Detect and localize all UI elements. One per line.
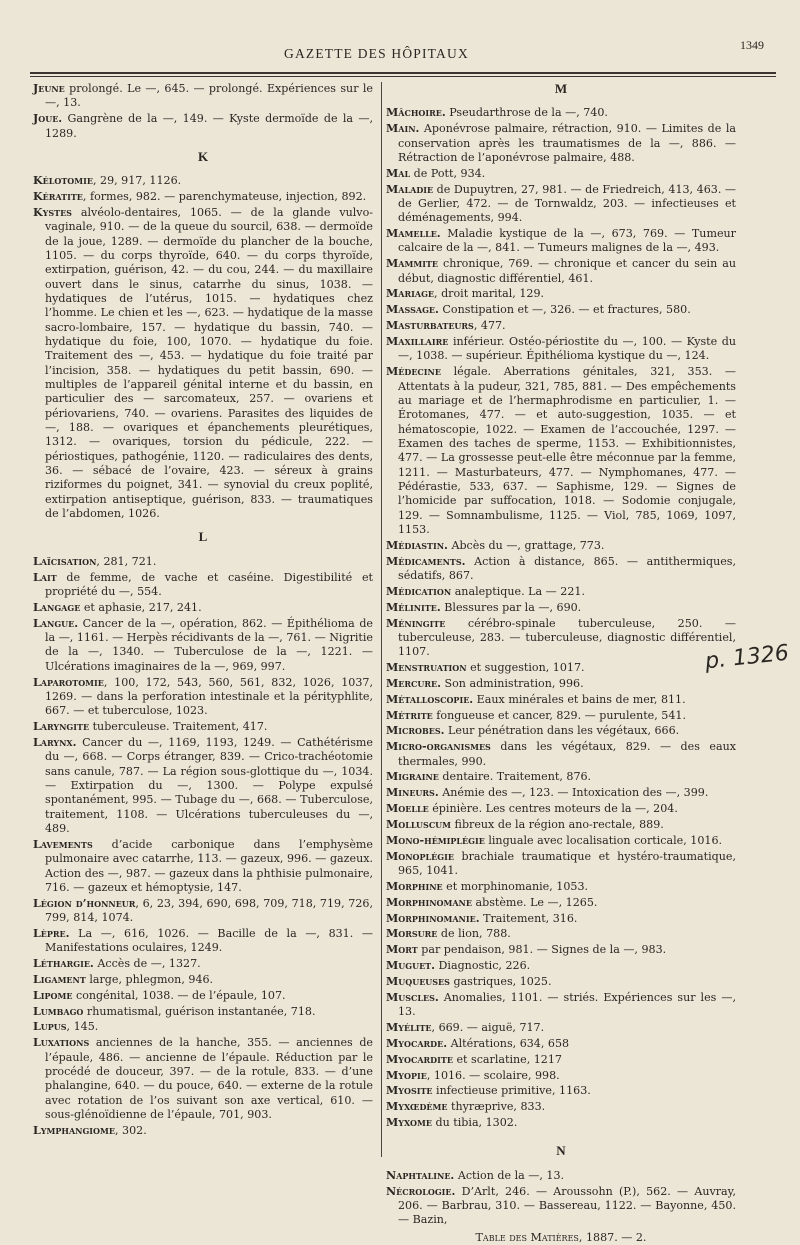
- entry-references: alvéolo-dentaires, 1065. — de la glande vulvo-vaginale, 910. — de la queue du sourcil, 638. — dermoïde de la joue, 1289. — dermoïde du plancher de la bouche, 1105. — du corps thyroïde, 640. — du corps thyroïde, extirpation, guérison, 42. — du cou, 244. — du maxillaire ouvert dans le sinus, catarrhe du sinus, 1038. — hydatiques de l’utérus, 1015. — hydatiques chez l’homme. Le chien et les —, 623. — hydatique de la masse sacro-lombaire, 157. — hydatique du bassin, 740. — hydatique du foie, 100, 1070. — hydatique du foie. Traitement des —, 453. — hydatique du foie traité par l’incision, 358. — hydatiques du petit bassin, 690. — multiples de l’appareil génital interne et du bassin, en particulier des — sarcomateux, 257. — ovariens et périovariens, 740. — ovariens. Parasites des liquides de —, 188. — ovariques et épanchements pleurétiques, 1312. — ovariques, torsion du pédicule, 222. — périostiques, pathogénie, 1120. — radiculaires des dents, 36. — sébacé de l’ovaire, 423. — séreux à grains riziformes du poignet, 341. — synovial du creux poplité, extirpation antiseptique, guérison, 833. — traumatiques de l’abdomen, 1026.: [45, 205, 373, 521]
- index-entry: [386, 912, 736, 926]
- entry-references: Son administration, 996.: [440, 676, 584, 690]
- index-entry: [33, 617, 373, 674]
- index-entry: [386, 1185, 736, 1228]
- entry-references: et suggestion, 1017.: [466, 661, 585, 675]
- index-entry: [386, 617, 736, 660]
- entry-keyword: Médiastin.: [386, 538, 448, 552]
- index-entry: [386, 1053, 736, 1067]
- entry-references: tuberculeuse. Traitement, 417.: [89, 720, 268, 734]
- index-entry: [33, 206, 373, 522]
- section-k: [33, 174, 373, 521]
- index-entry: [386, 555, 736, 584]
- entry-references: linguale avec localisation corticale, 1016.: [484, 833, 723, 847]
- entry-keyword: Maxillaire: [386, 335, 449, 348]
- entry-keyword: Méningite: [386, 616, 446, 630]
- entry-keyword: Laïcisation: [33, 554, 97, 568]
- entry-keyword: Morsure: [386, 927, 438, 941]
- index-entry: [386, 693, 736, 707]
- entry-keyword: Langue.: [33, 616, 79, 630]
- index-entry: [386, 959, 736, 973]
- entry-keyword: Morphinomanie.: [386, 911, 480, 925]
- entry-references: et scarlatine, 1217: [452, 1052, 562, 1066]
- index-entry: [33, 1020, 373, 1034]
- entry-references: , formes, 982. — parenchymateuse, injection, 892.: [82, 190, 367, 204]
- entry-references: La —, 616, 1026. — Bacille de la —, 831. — Manifestations oculaires, 1249.: [45, 926, 373, 955]
- entry-keyword: Molluscum: [386, 818, 452, 831]
- entry-keyword: Métalloscopie.: [386, 692, 474, 706]
- entry-keyword: Mono-hémiplégie: [386, 833, 485, 847]
- entry-keyword: Jeune: [33, 82, 65, 95]
- entry-references: fibreux de la région ano-rectale, 889.: [451, 818, 664, 831]
- entry-keyword: Lymphangiome: [33, 1123, 115, 1137]
- entry-keyword: Langage: [33, 600, 81, 614]
- entry-references: Diagnostic, 226.: [434, 959, 531, 973]
- entry-references: Cancer du —, 1169, 1193, 1249. — Cathétérisme du —, 668. — Corps étranger, 839. — Crico-trachéotomie sans canule, 787. — La région sous-glottique du —, 1034. — Extirpation du —, 1300. — Polype expulsé spontanément, 995. — Tubage du —, 668. — Tuberculose, traitement, 1108. — Ulcérations tuberculeuses du —, 489.: [45, 735, 373, 835]
- section-m: [386, 106, 736, 1130]
- entry-references: Traitement, 316.: [479, 911, 578, 925]
- index-entry: [386, 601, 736, 615]
- entry-keyword: Laparotomie: [33, 675, 104, 689]
- index-entry: [33, 736, 373, 836]
- entry-keyword: Médecine: [386, 365, 441, 379]
- table-footer: Table des Matières, 1887. — 2.: [475, 1230, 647, 1244]
- index-entry: [386, 991, 736, 1020]
- entry-keyword: Morphine: [386, 879, 443, 893]
- index-entry: [33, 927, 373, 956]
- index-entry: [386, 786, 736, 800]
- entry-references: dentaire. Traitement, 876.: [438, 770, 592, 784]
- index-entry: [386, 539, 736, 553]
- entry-references: , 6, 23, 394, 690, 698, 709, 718, 719, 726, 799, 814, 1074.: [45, 896, 373, 925]
- index-entry: [33, 1036, 373, 1122]
- column-divider: [381, 82, 382, 1157]
- entry-references: Action de la —, 13.: [454, 1168, 565, 1182]
- entry-references: , 1016. — scolaire, 998.: [426, 1068, 560, 1082]
- entry-keyword: Menstruation: [386, 661, 467, 675]
- index-entry: [386, 740, 736, 769]
- entry-keyword: Morphinomane: [386, 895, 472, 909]
- index-entry: [33, 82, 373, 111]
- index-entry: [386, 677, 736, 691]
- entry-keyword: Joue.: [33, 112, 63, 126]
- entry-references: légale. Aberrations génitales, 321, 353. — Attentats à la pudeur, 321, 785, 881. — Des empêchements au mariage et de l’hermaphrodisme en particulier, 1. — Érotomanes, 477. — et auto-suggestion, 1035. — et hématoscopie, 1022. — Examen de l’accouchée, 1297. — Examen des taches de sperme, 1153. — Exhibitionnistes, 477. — La grossesse peut-elle être méconnue par la femme, 1211. — Masturbateurs, 477. — Nymphomanes, 477. — Pédérastie, 533, 637. — Saphisme, 129. — Signes de l’homicide par suffocation, 1018. — Sodomie conjugale, 129. — Somnambulisme, 1125. — Viol, 785, 1069, 1097, 1153.: [398, 365, 736, 536]
- entry-references: Blessures par la —, 690.: [440, 600, 582, 614]
- index-entry: [386, 106, 736, 120]
- header-rule: [30, 72, 776, 74]
- entry-references: et aphasie, 217, 241.: [80, 600, 202, 614]
- index-entry: [386, 287, 736, 301]
- entry-references: Constipation et —, 326. — et fractures, 580.: [438, 303, 691, 317]
- entry-references: infectieuse primitive, 1163.: [432, 1084, 591, 1098]
- entry-keyword: Myopie: [386, 1068, 427, 1082]
- entry-keyword: Légion d’honneur: [33, 896, 136, 910]
- entry-keyword: Lumbago: [33, 1004, 84, 1018]
- entry-keyword: Kératite: [33, 190, 83, 204]
- section-letter-n: N: [556, 1143, 566, 1159]
- entry-keyword: Monoplégie: [386, 849, 454, 863]
- entry-references: du tibia, 1302.: [431, 1116, 518, 1130]
- entry-references: , 281, 721.: [96, 554, 157, 568]
- index-entry: [386, 1084, 736, 1098]
- entry-references: large, phlegmon, 946.: [85, 972, 214, 986]
- entry-references: Eaux minérales et bains de mer, 811.: [473, 692, 686, 706]
- entry-references: prolongé. Le —, 645. — prolongé. Expériences sur le —, 13.: [45, 82, 373, 110]
- index-entry: [386, 122, 736, 165]
- entry-keyword: Mal: [386, 166, 411, 180]
- entry-references: thyræprive, 833.: [447, 1100, 546, 1114]
- index-entry: [386, 1100, 736, 1114]
- index-entry: [386, 227, 736, 256]
- index-entry: [33, 897, 373, 926]
- entry-references: congénital, 1038. — de l’épaule, 107.: [72, 988, 286, 1002]
- index-entry: [386, 1037, 736, 1051]
- index-entry: [386, 1021, 736, 1035]
- entry-references: épinière. Les centres moteurs de la —, 204.: [428, 802, 678, 816]
- entry-keyword: Naphtaline.: [386, 1168, 455, 1182]
- entry-keyword: Kystes: [33, 205, 72, 219]
- index-entry: [386, 850, 736, 879]
- index-entry: [33, 1124, 373, 1138]
- index-entry: [386, 709, 736, 723]
- entry-keyword: Léthargie.: [33, 957, 94, 971]
- index-entry: [386, 802, 736, 816]
- entry-keyword: Mamelle.: [386, 227, 441, 241]
- index-entry: [33, 838, 373, 895]
- index-entry: [386, 975, 736, 989]
- entry-keyword: Kélotomie: [33, 174, 93, 188]
- entry-keyword: Masturbateurs: [386, 319, 474, 333]
- index-entry: [386, 335, 736, 364]
- index-entry: [33, 676, 373, 719]
- entry-references: Leur pénétration dans les végétaux, 666.: [444, 724, 680, 738]
- entry-references: Pseudarthrose de la —, 740.: [445, 106, 608, 120]
- index-entry: [386, 257, 736, 286]
- entry-references: par pendaison, 981. — Signes de la —, 983.: [417, 943, 667, 957]
- entry-references: , 29, 917, 1126.: [92, 174, 182, 188]
- entry-references: Abcès du —, grattage, 773.: [447, 538, 605, 552]
- index-entry: [386, 303, 736, 317]
- entry-keyword: Myosite: [386, 1084, 433, 1098]
- entry-references: , 302.: [114, 1123, 147, 1137]
- entry-references: Altérations, 634, 658: [447, 1036, 570, 1050]
- entry-keyword: Mercure.: [386, 676, 441, 690]
- index-entry: [386, 943, 736, 957]
- entry-keyword: Mineurs.: [386, 786, 439, 800]
- header-rule-thin: [30, 76, 776, 77]
- index-entry: [386, 770, 736, 784]
- index-entry: [33, 555, 373, 569]
- index-entry: [386, 818, 736, 832]
- entry-keyword: Micro-organismes: [386, 740, 491, 754]
- entry-keyword: Luxations: [33, 1036, 90, 1050]
- index-entry: [33, 190, 373, 204]
- entry-keyword: Mort: [386, 943, 418, 957]
- index-entry: [386, 880, 736, 894]
- entry-references: brachiale traumatique et hystéro-traumatique, 965, 1041.: [398, 849, 736, 878]
- entry-keyword: Myélite: [386, 1020, 432, 1034]
- entry-references: , 145.: [66, 1020, 99, 1034]
- entry-keyword: Mammite: [386, 257, 438, 271]
- section-letter-m: M: [554, 81, 568, 96]
- index-entry: [33, 973, 373, 987]
- index-entry: [33, 571, 373, 600]
- entry-references: Anémie des —, 123. — Intoxication des —, 399.: [438, 786, 709, 800]
- entry-references: Aponévrose palmaire, rétraction, 910. — Limites de la conservation après les traumatismes de la —, 886. — Rétraction de l’aponévrose palmaire, 488.: [398, 122, 736, 164]
- right-column: [386, 82, 736, 1245]
- index-entry: [33, 989, 373, 1003]
- entry-keyword: Myocardite: [386, 1052, 453, 1066]
- index-entry: [386, 1169, 736, 1183]
- entry-references: Accès de —, 1327.: [93, 957, 201, 971]
- entry-references: rhumatismal, guérison instantanée, 718.: [83, 1004, 316, 1018]
- index-entry: [386, 319, 736, 333]
- entry-keyword: Métrite: [386, 708, 433, 722]
- entry-keyword: Médicaments.: [386, 554, 466, 568]
- entry-keyword: Muqueuses: [386, 974, 450, 988]
- entry-references: de Pott, 934.: [410, 166, 486, 180]
- entry-keyword: Mélinite.: [386, 600, 441, 614]
- entry-keyword: Mariage: [386, 287, 435, 301]
- entry-keyword: Nécrologie.: [386, 1184, 456, 1198]
- entry-keyword: Mâchoire.: [386, 106, 446, 120]
- index-entry: [33, 112, 373, 141]
- entry-keyword: Lait: [33, 570, 57, 584]
- index-entry: [33, 957, 373, 971]
- section-letter-k: K: [197, 148, 209, 164]
- entry-keyword: Myocarde.: [386, 1036, 448, 1050]
- entry-keyword: Myxome: [386, 1116, 432, 1130]
- index-entry: [33, 174, 373, 188]
- index-entry: [386, 927, 736, 941]
- entry-keyword: Médication: [386, 584, 452, 598]
- entry-keyword: Ligament: [33, 972, 86, 986]
- section-j: [33, 82, 373, 141]
- entry-references: analeptique. La — 221.: [451, 584, 585, 598]
- index-entry: [386, 1116, 736, 1130]
- entry-keyword: Muscles.: [386, 990, 439, 1004]
- entry-references: anciennes de la hanche, 355. — anciennes de l’épaule, 486. — ancienne de l’épaule. Réduction par le procédé de douceur, 397. — de la rotule, 833. — d’une phalangine, 640. — du pouce, 640. — externe de la rotule avec rotation de l’os suivant son axe vertical, 610. — sous-glénoïdienne de l’épaule, 701, 903.: [45, 1036, 373, 1122]
- page-number: 1349: [740, 38, 764, 52]
- index-entry: [386, 896, 736, 910]
- entry-references: , 100, 172, 543, 560, 561, 832, 1026, 1037, 1269. — dans la perforation intestinale et la pérityphlite, 667. — et tuberculose, 1023.: [45, 675, 373, 718]
- entry-references: , droit marital, 129.: [434, 287, 545, 301]
- entry-keyword: Laryngite: [33, 720, 90, 734]
- entry-references: inférieur. Ostéo-périostite du —, 100. — Kyste du —, 1038. — supérieur. Épithélioma kystique du —, 124.: [398, 335, 736, 363]
- entry-keyword: Lupus: [33, 1020, 67, 1034]
- entry-references: gastriques, 1025.: [449, 974, 552, 988]
- entry-keyword: Myxœdème: [386, 1100, 448, 1114]
- index-entry: [386, 365, 736, 537]
- entry-keyword: Migraine: [386, 770, 439, 784]
- entry-references: abstème. Le —, 1265.: [471, 895, 598, 909]
- index-entry: [386, 834, 736, 848]
- section-n: [386, 1169, 736, 1228]
- entry-keyword: Maladie: [386, 182, 434, 196]
- section-letter-l: L: [198, 529, 208, 545]
- handwritten-note: p. 1326: [703, 640, 791, 675]
- entry-keyword: Larynx.: [33, 735, 77, 749]
- entry-references: de lion, 788.: [437, 927, 511, 941]
- index-entry: [386, 183, 736, 226]
- index-entry: [386, 167, 736, 181]
- index-entry: [386, 585, 736, 599]
- entry-references: d’acide carbonique dans l’emphysème pulmonaire avec catarrhe, 113. — gazeux, 996. — gazeux. Action des —, 987. — gazeux dans la phthisie pulmonaire, 716. — gazeux et hémoptysie, 147.: [45, 837, 373, 894]
- entry-keyword: Massage.: [386, 303, 439, 317]
- entry-references: dans les végétaux, 829. — des eaux thermales, 990.: [398, 740, 736, 768]
- entry-keyword: Lipome: [33, 988, 73, 1002]
- index-entry: [386, 1069, 736, 1083]
- journal-title: GAZETTE DES HÔPITAUX: [284, 46, 469, 61]
- index-entry: [33, 601, 373, 615]
- index-entry: [33, 1005, 373, 1019]
- entry-keyword: Microbes.: [386, 724, 445, 738]
- entry-references: Gangrène de la —, 149. — Kyste dermoïde de la —, 1289.: [45, 112, 373, 140]
- left-column: [33, 82, 373, 1140]
- entry-references: , 477.: [473, 319, 506, 333]
- entry-references: cérébro-spinale tuberculeuse, 250. — tuberculeuse, 283. — tuberculeuse, diagnostic différentiel, 1107.: [398, 616, 736, 659]
- entry-keyword: Muguet.: [386, 959, 435, 973]
- entry-references: Action à distance, 865. — antithermiques, sédatifs, 867.: [398, 554, 736, 582]
- entry-references: , 669. — aiguë, 717.: [431, 1020, 545, 1034]
- entry-references: chronique, 769. — chronique et cancer du sein au début, diagnostic différentiel, 461.: [398, 257, 736, 285]
- page-header: [0, 34, 800, 74]
- entry-keyword: Lavements: [33, 837, 93, 851]
- section-l: [33, 555, 373, 1138]
- entry-keyword: Moelle: [386, 802, 429, 816]
- index-entry: [386, 724, 736, 738]
- index-entry: [33, 720, 373, 734]
- entry-keyword: Lèpre.: [33, 926, 70, 940]
- entry-references: et morphinomanie, 1053.: [442, 879, 589, 893]
- entry-keyword: Main.: [386, 122, 420, 136]
- index-entry: [386, 661, 736, 675]
- entry-references: de femme, de vache et caséine. Digestibilité et propriété du —, 554.: [45, 570, 373, 598]
- entry-references: fongueuse et cancer, 829. — purulente, 541.: [432, 708, 686, 722]
- entry-references: Anomalies, 1101. — striés. Expériences sur les —, 13.: [398, 990, 736, 1019]
- entry-references: Maladie kystique de la —, 673, 769. — Tumeur calcaire de la —, 841. — Tumeurs malignes de la —, 493.: [398, 227, 736, 255]
- entry-references: de Dupuytren, 27, 981. — de Friedreich, 413, 463. — de Gerlier, 472. — de Tornwaldz, 203. — infectieuses et déménagements, 994.: [398, 182, 736, 225]
- entry-references: D’Arlt, 246. — Aroussohn (P.), 562. — Auvray, 206. — Barbrau, 310. — Bassereau, 1122. — Bayonne, 450. — Bazin,: [398, 1184, 736, 1227]
- entry-references: Cancer de la —, opération, 862. — Épithélioma de la —, 1161. — Herpès récidivants de la —, 761. — Nigritie de la —, 1340. — Tuberculose de la —, 1221. — Ulcérations imaginaires de la —, 969, 997.: [45, 616, 373, 673]
